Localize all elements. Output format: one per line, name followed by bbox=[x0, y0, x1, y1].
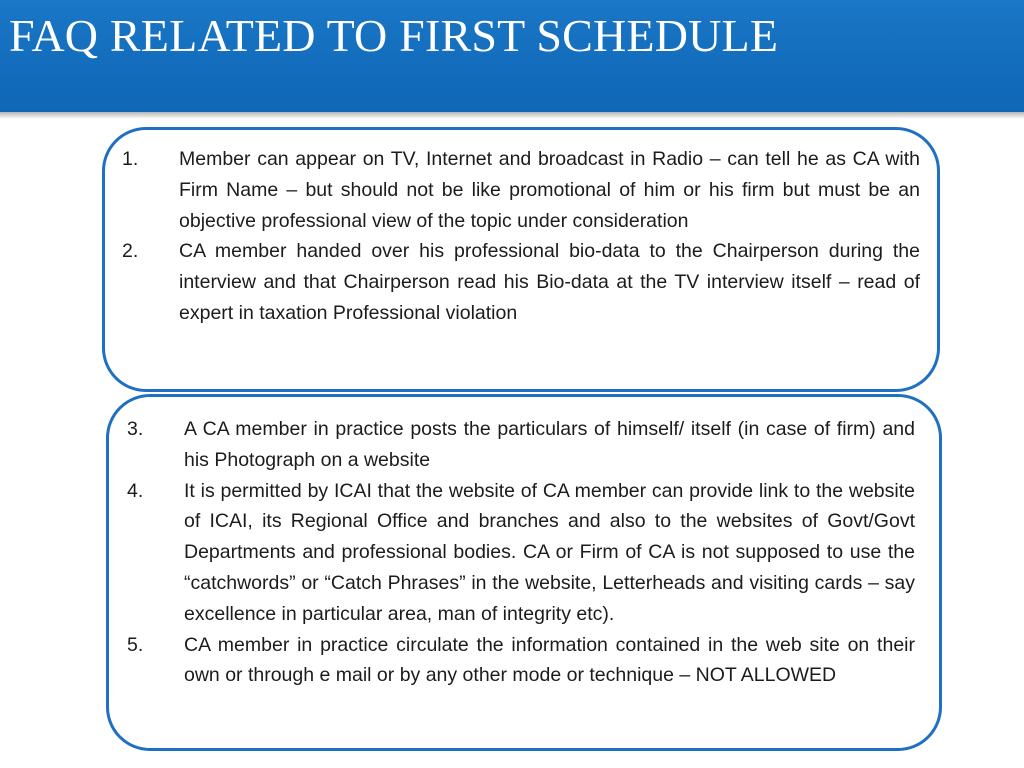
faq-item-3 bbox=[126, 414, 915, 476]
faq-item-text: It is permitted by ICAI that the website of CA member can provide link to the website of ICAI, its Regional Office and branches and also to the websites of Govt/Govt Departments and professional bodies. CA or Firm of CA is not supposed to use the “catchwords” or “Catch Phrases” in the website, Letterheads and visiting cards – say excellence in particular area, man of integrity etc). bbox=[184, 479, 915, 625]
faq-item-5 bbox=[126, 630, 915, 692]
faq-item-2 bbox=[122, 236, 920, 328]
faq-list-1 bbox=[122, 144, 920, 329]
slide-title: FAQ RELATED TO FIRST SCHEDULE bbox=[9, 10, 779, 61]
title-bar bbox=[0, 0, 1024, 112]
faq-item-text: A CA member in practice posts the particulars of himself/ itself (in case of firm) and his Photograph on a website bbox=[184, 418, 915, 471]
faq-item-1 bbox=[122, 144, 920, 236]
faq-list-2 bbox=[126, 414, 915, 691]
faq-item-text: CA member handed over his professional bio-data to the Chairperson during the interview and that Chairperson read his Bio-data at the TV interview itself – read of expert in taxation Professional violation bbox=[179, 240, 920, 324]
faq-item-text: Member can appear on TV, Internet and broadcast in Radio – can tell he as CA with Firm Name – but should not be like promotional of him or his firm but must be an objective professional view of the topic under consideration bbox=[179, 148, 920, 232]
title-bar-shadow bbox=[0, 112, 1024, 119]
faq-item-number: 4. bbox=[127, 479, 144, 502]
faq-item-number: 1. bbox=[122, 148, 139, 170]
faq-item-number: 2. bbox=[122, 240, 139, 263]
faq-item-number: 3. bbox=[127, 418, 144, 440]
faq-item-number: 5. bbox=[127, 633, 144, 656]
faq-item-text: CA member in practice circulate the information contained in the web site on their own or through e mail or by any other mode or technique – NOT ALLOWED bbox=[184, 633, 915, 687]
faq-item-4 bbox=[126, 476, 915, 630]
